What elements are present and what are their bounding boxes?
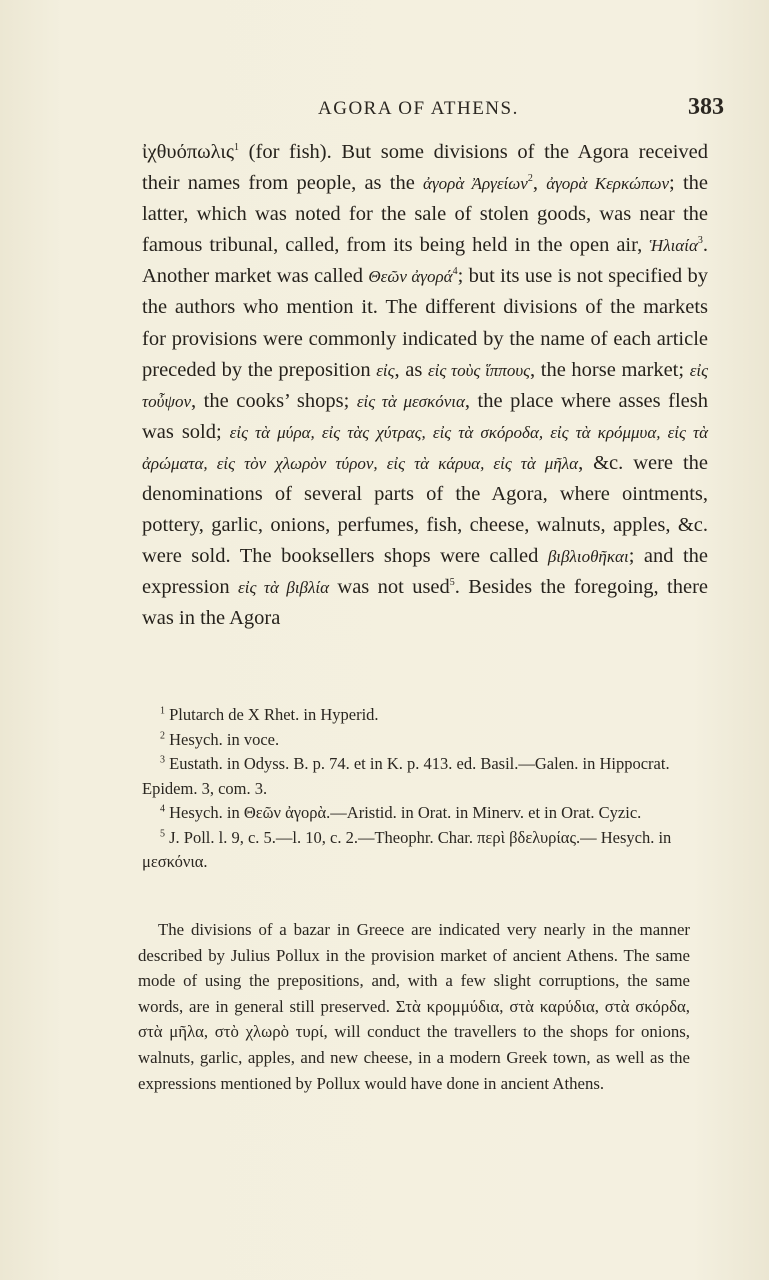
footnote-reference: 4 (452, 266, 458, 278)
text-run: , the cooks’ shops; (191, 389, 357, 412)
footnote-mark: 1 (160, 705, 165, 717)
footnote-mark: 5 (160, 828, 165, 839)
text-run: was not used (329, 576, 450, 599)
text-run: , the place where asses flesh was sold; (142, 389, 708, 443)
footnote-mark: 3 (160, 754, 165, 766)
footnote-text: Hesych. in voce. (169, 729, 280, 749)
editor-note (138, 917, 690, 1096)
text-run: , the horse market; (530, 358, 690, 381)
greek-term: εἰς τὰ βιβλία (238, 578, 330, 598)
greek-term: Θεῶν ἀγορά (368, 267, 453, 287)
text-run: . Another market was called (142, 234, 708, 288)
footnote-mark: 2 (160, 730, 165, 741)
text-run: (for fish). But some divisions of the Agora received their names from people, as the (142, 141, 708, 195)
page-header (142, 96, 724, 126)
footnote (142, 728, 702, 753)
greek-term: εἰς (376, 360, 395, 380)
footnote-reference: 3 (697, 235, 703, 247)
editor-note-text: The divisions of a bazar in Greece are indicated very nearly in the manner described by Julius Pollux in the provision market of ancient Athens. The same mode of using the prepositions, and, with a few slight corruptions, the same words, are in general still preserved. Στὰ κρομμύδια, στὰ καρύδια, στὰ σκόρδα, στὰ μῆλα, στὸ χλωρὸ τυρί, will conduct the travellers to the shops for onions, walnuts, garlic, apples, and new cheese, in a modern Greek town, as well as the expressions mentioned by Pollux would have done in ancient Athens. (138, 920, 690, 1093)
footnote (142, 826, 702, 875)
text-run: ἰχθυόπωλις (142, 141, 234, 163)
text-run: , as (394, 358, 428, 381)
footnote (142, 801, 702, 826)
footnote-reference: 1 (234, 142, 239, 154)
main-paragraph (142, 137, 708, 635)
text-run: ; and the expression (142, 545, 708, 599)
greek-term: εἰς τὰ μύρα, εἰς τὰς χύτρας, εἰς τὰ σκόροδα, εἰς τὰ κρόμμυα, εἰς τὰ ἀρώματα, εἰς τὸν χλωρὸν τύρον, εἰς τὰ κάρυα, εἰς τὰ μῆλα (142, 422, 708, 473)
footnote-text: Eustath. in Odyss. B. p. 74. et in K. p. 413. ed. Basil.—Galen. in Hippocrat. Epidem. 3, com. 3. (142, 754, 670, 798)
greek-term: Ἡλιαία (649, 236, 698, 256)
greek-term: εἰς τὰ μεσκόνια (356, 391, 465, 411)
footnote (142, 752, 702, 801)
greek-term: ἀγορὰ Κερκώπων (546, 174, 670, 194)
text-run: ; the latter, which was noted for the sale of stolen goods, was near the famous tribunal, called, from its being held in the open air, (142, 172, 708, 257)
text-run: ; but its use is not specified by the authors who mention it. The different divisions of the markets for provisions were commonly indicated by the name of each article preceded by the preposition (142, 265, 708, 381)
greek-term: ἀγορὰ Ἀργείων (423, 174, 528, 194)
footnote (142, 703, 702, 728)
footnote-reference: 2 (527, 173, 533, 185)
text-run: . Besides the foregoing, there was in the Agora (142, 576, 708, 630)
greek-term: εἰς τοὖψον (142, 360, 709, 411)
running-title: AGORA OF ATHENS. (318, 98, 519, 119)
text-run: , (532, 172, 547, 195)
greek-term: βιβλιοθῆκαι (547, 547, 629, 567)
greek-term: εἰς τοὺς ἵππους (427, 360, 531, 380)
main-text (142, 137, 708, 635)
footnote-reference: 5 (449, 577, 455, 589)
footnote-mark: 4 (160, 803, 165, 815)
footnote-text: Plutarch de X Rhet. in Hyperid. (169, 705, 379, 724)
text-run: , &c. were the denominations of several parts of the Agora, where ointments, pottery, garlic, onions, perfumes, fish, cheese, walnuts, apples, &c. were sold. The booksellers shops were called (142, 451, 708, 568)
footnotes (142, 703, 702, 875)
footnote-text: Hesych. in Θεῶν ἀγορὰ.—Aristid. in Orat. in Minerv. et in Orat. Cyzic. (169, 803, 642, 822)
page-number: 383 (688, 94, 724, 120)
footnote-text: J. Poll. l. 9, c. 5.—l. 10, c. 2.—Theophr. Char. περὶ βδελυρίας.— Hesych. in μεσκόνια. (142, 827, 672, 871)
